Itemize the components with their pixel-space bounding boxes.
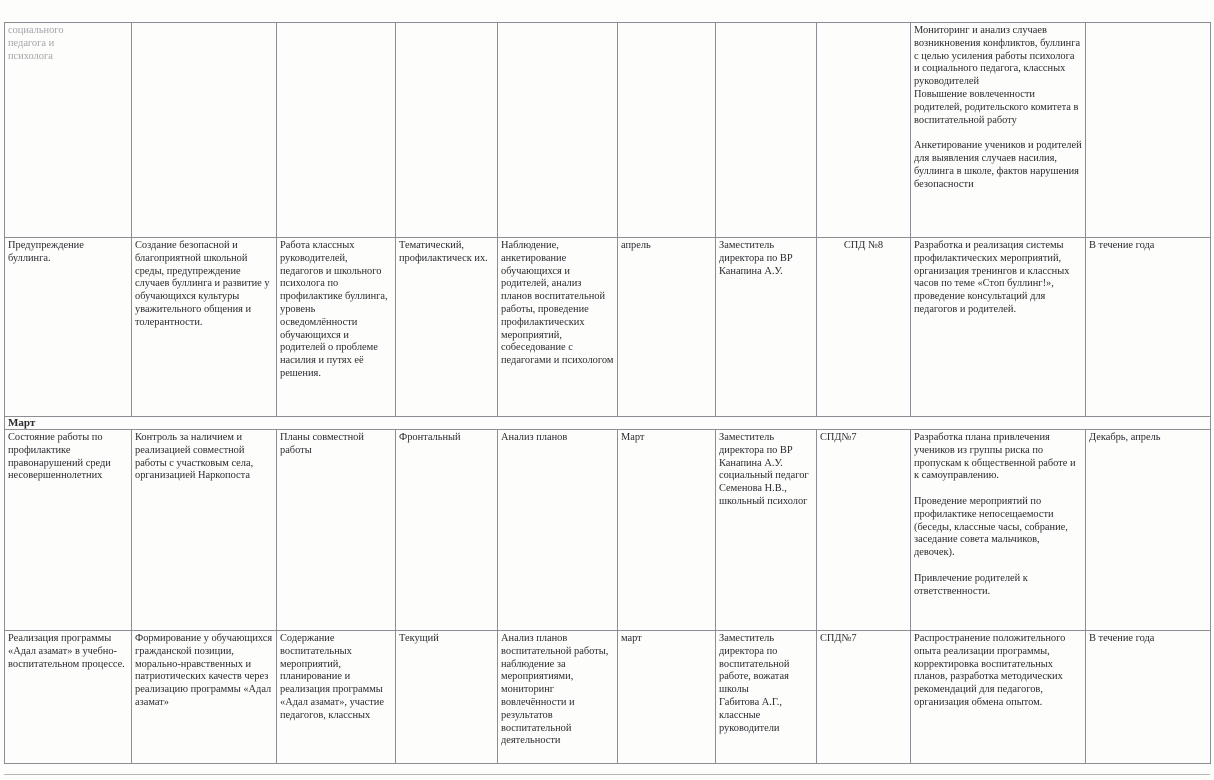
cell-responsible: Заместитель директора по ВР Канапина А.У. социальный педагог Семенова Н.В., школьный психолог [716,430,817,631]
cell-topic: Реализация программы «Адал азамат» в учебно-воспитательном процессе. [5,631,132,764]
cell-method: Анализ планов [498,430,618,631]
cell-second-control: Декабрь, апрель [1086,430,1211,631]
month-label: Март [5,417,1211,430]
table-row [5,631,1211,764]
cell-object [277,23,396,238]
cell-type [396,23,498,238]
cell-method: Наблюдение, анкетирование обучающихся и родителей, анализ планов воспитательной работы, проведение профилактических мероприятий, собеседование с педагогами и психологом [498,238,618,417]
cell-decision: Разработка плана привлечения учеников из группы риска по пропускам к общественной работе и к самоуправлению. Проведение мероприятий по профилактике непосещаемости (беседы, классные часы, собрание, заседание совета мальчиков, девочек). Привлечение родителей к ответственности. [911,430,1086,631]
cell-date: апрель [618,238,716,417]
table-row [5,23,1211,238]
page-bottom-rule [4,774,1210,775]
cell-review-place: СПД №8 [817,238,911,417]
cell-topic: Состояние работы по профилактике правонарушений среди несовершеннолетних [5,430,132,631]
cell-second-control: В течение года [1086,631,1211,764]
cell-responsible: Заместитель директора по ВР Канапина А.У. [716,238,817,417]
cell-type: Текущий [396,631,498,764]
table-row [5,430,1211,631]
cell-goal: Создание безопасной и благоприятной школьной среды, предупреждение случаев буллинга и развитие у обучающихся культуры уважительного общения и толерантности. [132,238,277,417]
cell-method: Анализ планов воспитательной работы, наблюдение за мероприятиями, мониторинг вовлечённости и результатов воспитательной деятельности [498,631,618,764]
month-header-row [5,417,1211,430]
cell-method [498,23,618,238]
cell-topic: социального педагога и психолога [5,23,132,238]
cell-topic: Предупреждение буллинга. [5,238,132,417]
cell-type: Фронтальный [396,430,498,631]
cell-review-place: СПД№7 [817,430,911,631]
cell-goal [132,23,277,238]
cell-decision: Распространение положительного опыта реализации программы, корректировка воспитательных планов, разработка методических рекомендаций для педагогов, организация обмена опытом. [911,631,1086,764]
cell-responsible: Заместитель директора по воспитательной работе, вожатая школы Габитова А.Г., классные руководители [716,631,817,764]
cell-decision: Мониторинг и анализ случаев возникновения конфликтов, буллинга с целью усиления работы психолога и социального педагога, классных руководителей Повышение вовлеченности родителей, родительского комитета в воспитательной работу Анкетирование учеников и родителей для выявления случаев насилия, буллинга в школе, фактов нарушения безопасности [911,23,1086,238]
cell-object: Содержание воспитательных мероприятий, планирование и реализация программы «Адал азамат», участие педагогов, классных [277,631,396,764]
cell-date: март [618,631,716,764]
cell-review-place: СПД№7 [817,631,911,764]
cell-goal: Контроль за наличием и реализацией совместной работы с участковым села, организацией Наркопоста [132,430,277,631]
cell-review-place [817,23,911,238]
control-plan-table [4,22,1211,764]
cell-object: Работа классных руководителей, педагогов и школьного психолога по профилактике буллинга, уровень осведомлённости обучающихся и родителей о проблеме насилия и путях её решения. [277,238,396,417]
cell-object: Планы совместной работы [277,430,396,631]
cell-type: Тематический, профилактическ их. [396,238,498,417]
cell-responsible [716,23,817,238]
cell-second-control: В течение года [1086,238,1211,417]
cell-date [618,23,716,238]
cell-date: Март [618,430,716,631]
cell-decision: Разработка и реализация системы профилактических мероприятий, организация тренингов и классных часов по теме «Стоп буллинг!», проведение консультаций для педагогов и родителей. [911,238,1086,417]
cell-goal: Формирование у обучающихся гражданской позиции, морально-нравственных и патриотических качеств через реализацию программы «Адал азамат» [132,631,277,764]
table-row [5,238,1211,417]
cell-second-control [1086,23,1211,238]
